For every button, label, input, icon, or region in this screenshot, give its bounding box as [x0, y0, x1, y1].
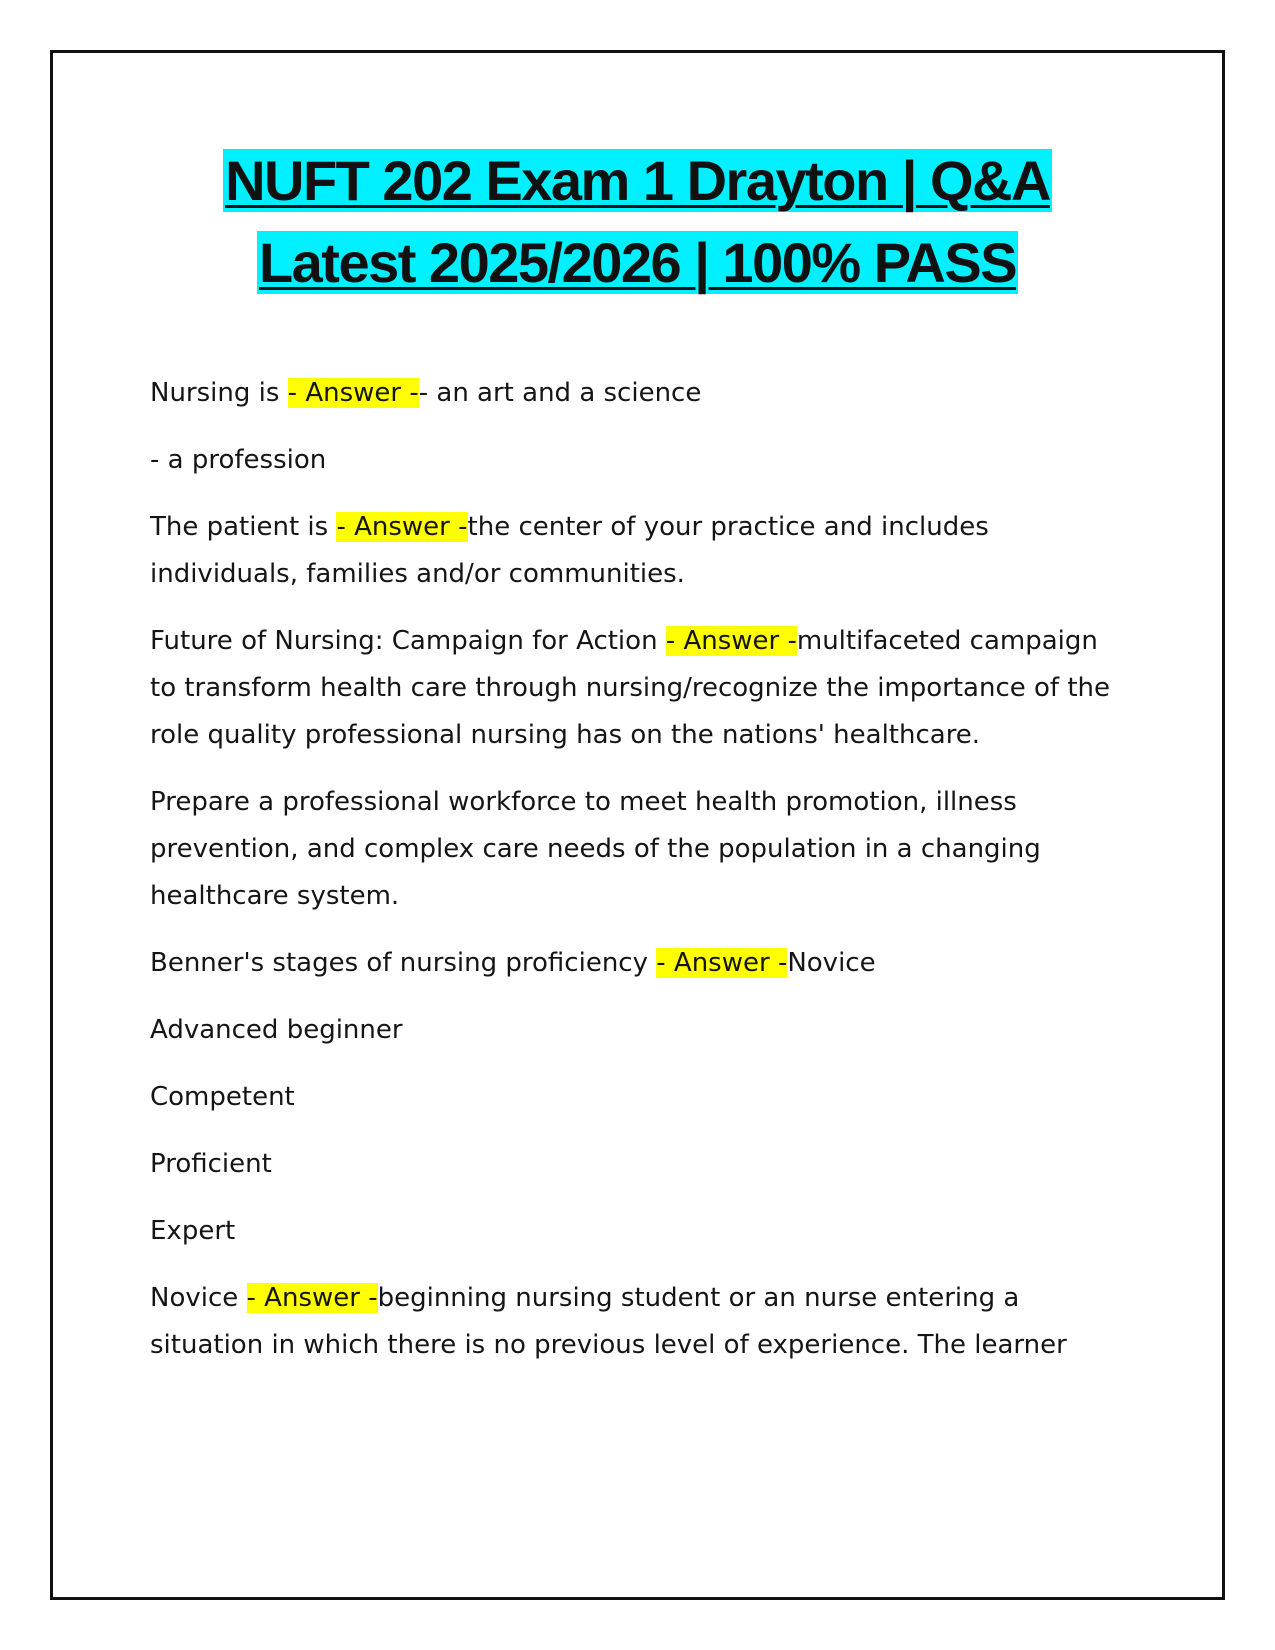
answer-text: Novice: [787, 948, 876, 978]
qa-continuation-workforce: Prepare a professional workforce to meet health promotion, illness prevention, and complex care needs of the population in a changing healthcare system.: [150, 787, 1041, 911]
answer-marker: - Answer -: [665, 626, 797, 656]
answer-text: beginning nursing student or an nurse entering a situation in which there is no previous level of experience. The learner: [150, 1283, 1067, 1360]
qa-item-future-of-nursing: [150, 618, 1120, 759]
stage-advanced-beginner: Advanced beginner: [150, 1015, 403, 1045]
question-text: The patient is: [150, 512, 337, 542]
qa-item-benner-stages: [150, 940, 1120, 987]
answer-marker: - Answer -: [246, 1283, 378, 1313]
answer-marker: - Answer -: [287, 378, 419, 408]
stage-proficient: Proficient: [150, 1149, 272, 1179]
qa-continuation-profession: - a profession: [150, 445, 327, 475]
question-text: Novice: [150, 1283, 247, 1313]
qa-item-patient: [150, 504, 1120, 598]
qa-content: [150, 370, 1120, 1389]
stage-competent: Competent: [150, 1082, 295, 1112]
document-title: [53, 140, 1222, 304]
stage-expert: Expert: [150, 1216, 236, 1246]
question-text: Nursing is: [150, 378, 288, 408]
answer-text: multifaceted campaign to transform health care through nursing/recognize the importance of the role quality professional nursing has on the nations' healthcare.: [150, 626, 1111, 750]
qa-item-novice: [150, 1275, 1120, 1369]
answer-text: the center of your practice and includes individuals, families and/or communities.: [150, 512, 989, 589]
answer-marker: - Answer -: [336, 512, 468, 542]
question-text: Benner's stages of nursing proficiency: [150, 948, 657, 978]
answer-text: - an art and a science: [418, 378, 702, 408]
title-line-2: Latest 2025/2026 | 100% PASS: [258, 231, 1017, 294]
title-line-1: NUFT 202 Exam 1 Drayton | Q&A: [225, 149, 1050, 212]
question-text: Future of Nursing: Campaign for Action: [150, 626, 666, 656]
qa-item-nursing-is: [150, 370, 1120, 417]
answer-marker: - Answer -: [656, 948, 788, 978]
